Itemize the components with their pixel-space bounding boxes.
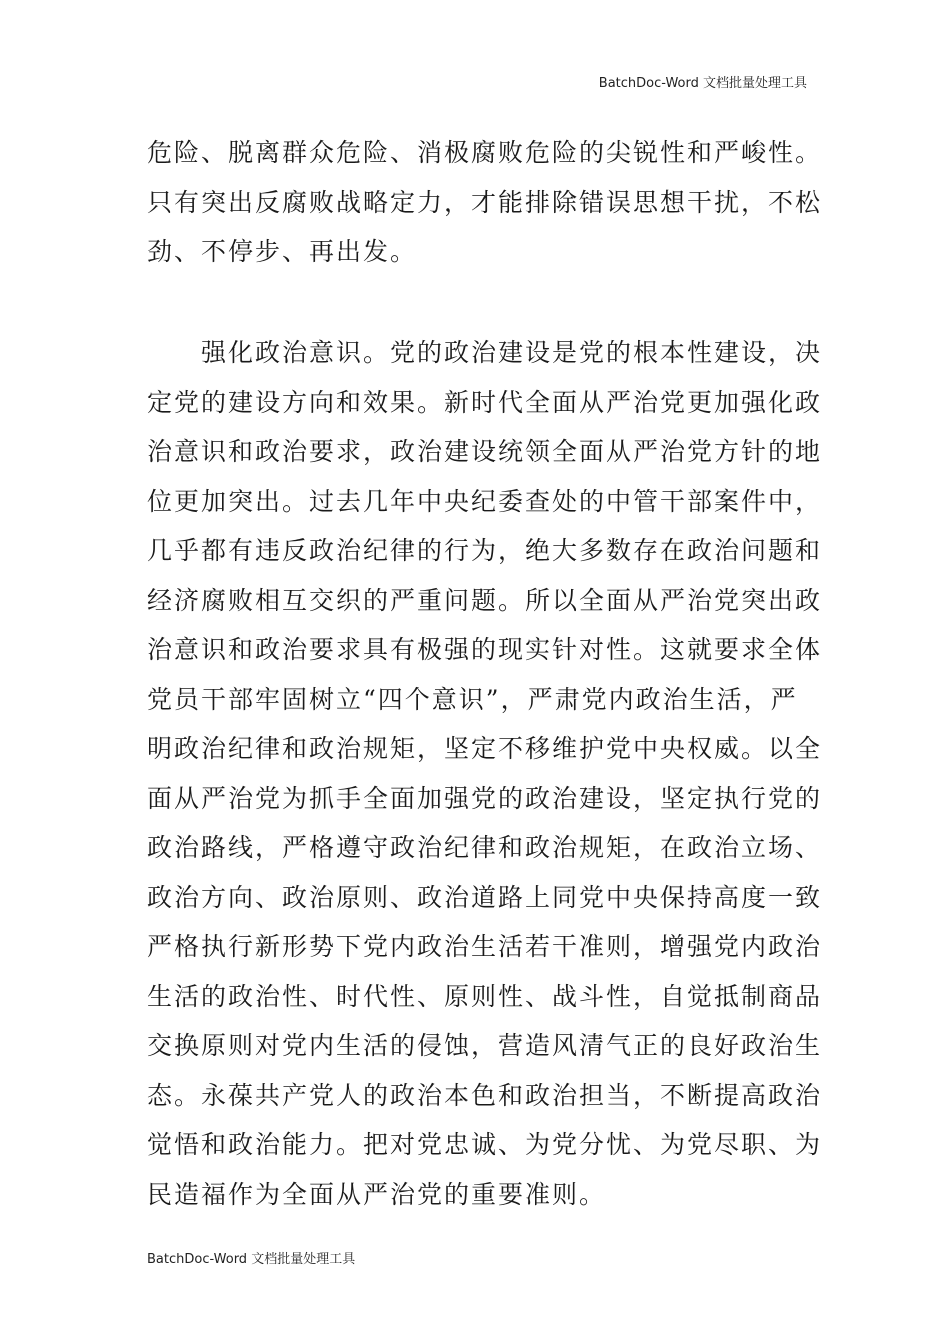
text-line: 交换原则对党内生活的侵蚀，营造风清气正的良好政治生 [147, 1031, 823, 1060]
text-line: 治意识和政治要求，政治建设统领全面从严治党方针的地 [147, 437, 823, 466]
paragraph-political-awareness [147, 328, 823, 1219]
text-line: 几乎都有违反政治纪律的行为，绝大多数存在政治问题和 [147, 536, 823, 565]
text-line: 党员干部牢固树立“四个意识”，严肃党内政治生活，严 [147, 684, 798, 714]
text-line: 觉悟和政治能力。把对党忠诚、为党分忧、为党尽职、为 [147, 1130, 823, 1159]
text-line: 政治方向、政治原则、政治道路上同党中央保持高度一致 [147, 882, 823, 912]
page-footer: BatchDoc-Word 文档批量处理工具 [147, 1252, 356, 1267]
page-header: BatchDoc-Word 文档批量处理工具 [598, 76, 807, 91]
text-line: 危险、脱离群众危险、消极腐败危险的尖锐性和严峻性。 [147, 138, 823, 167]
text-line: 强化政治意识。党的政治建设是党的根本性建设，决 [147, 338, 823, 367]
text-line: 劲、不停步、再出发。 [147, 237, 418, 266]
text-line: 政治路线，严格遵守政治纪律和政治规矩，在政治立场、 [147, 833, 823, 862]
text-line: 严格执行新形势下党内政治生活若干准则，增强党内政治 [147, 932, 823, 961]
text-line: 态。永葆共产党人的政治本色和政治担当，不断提高政治 [147, 1080, 823, 1110]
text-line: 生活的政治性、时代性、原则性、战斗性，自觉抵制商品 [147, 981, 823, 1011]
text-line: 位更加突出。过去几年中央纪委查处的中管干部案件中， [147, 486, 823, 516]
text-line: 面从严治党为抓手全面加强党的政治建设，坚定执行党的 [147, 783, 823, 813]
text-line: 定党的建设方向和效果。新时代全面从严治党更加强化政 [147, 387, 823, 417]
text-line: 治意识和政治要求具有极强的现实针对性。这就要求全体 [147, 635, 823, 664]
text-line: 明政治纪律和政治规矩，坚定不移维护党中央权威。以全 [147, 734, 823, 763]
paragraph-continuation [147, 128, 823, 277]
text-line: 经济腐败相互交织的严重问题。所以全面从严治党突出政 [147, 585, 823, 615]
text-line: 只有突出反腐败战略定力，才能排除错误思想干扰，不松 [147, 187, 823, 217]
text-line: 民造福作为全面从严治党的重要准则。 [147, 1179, 607, 1209]
